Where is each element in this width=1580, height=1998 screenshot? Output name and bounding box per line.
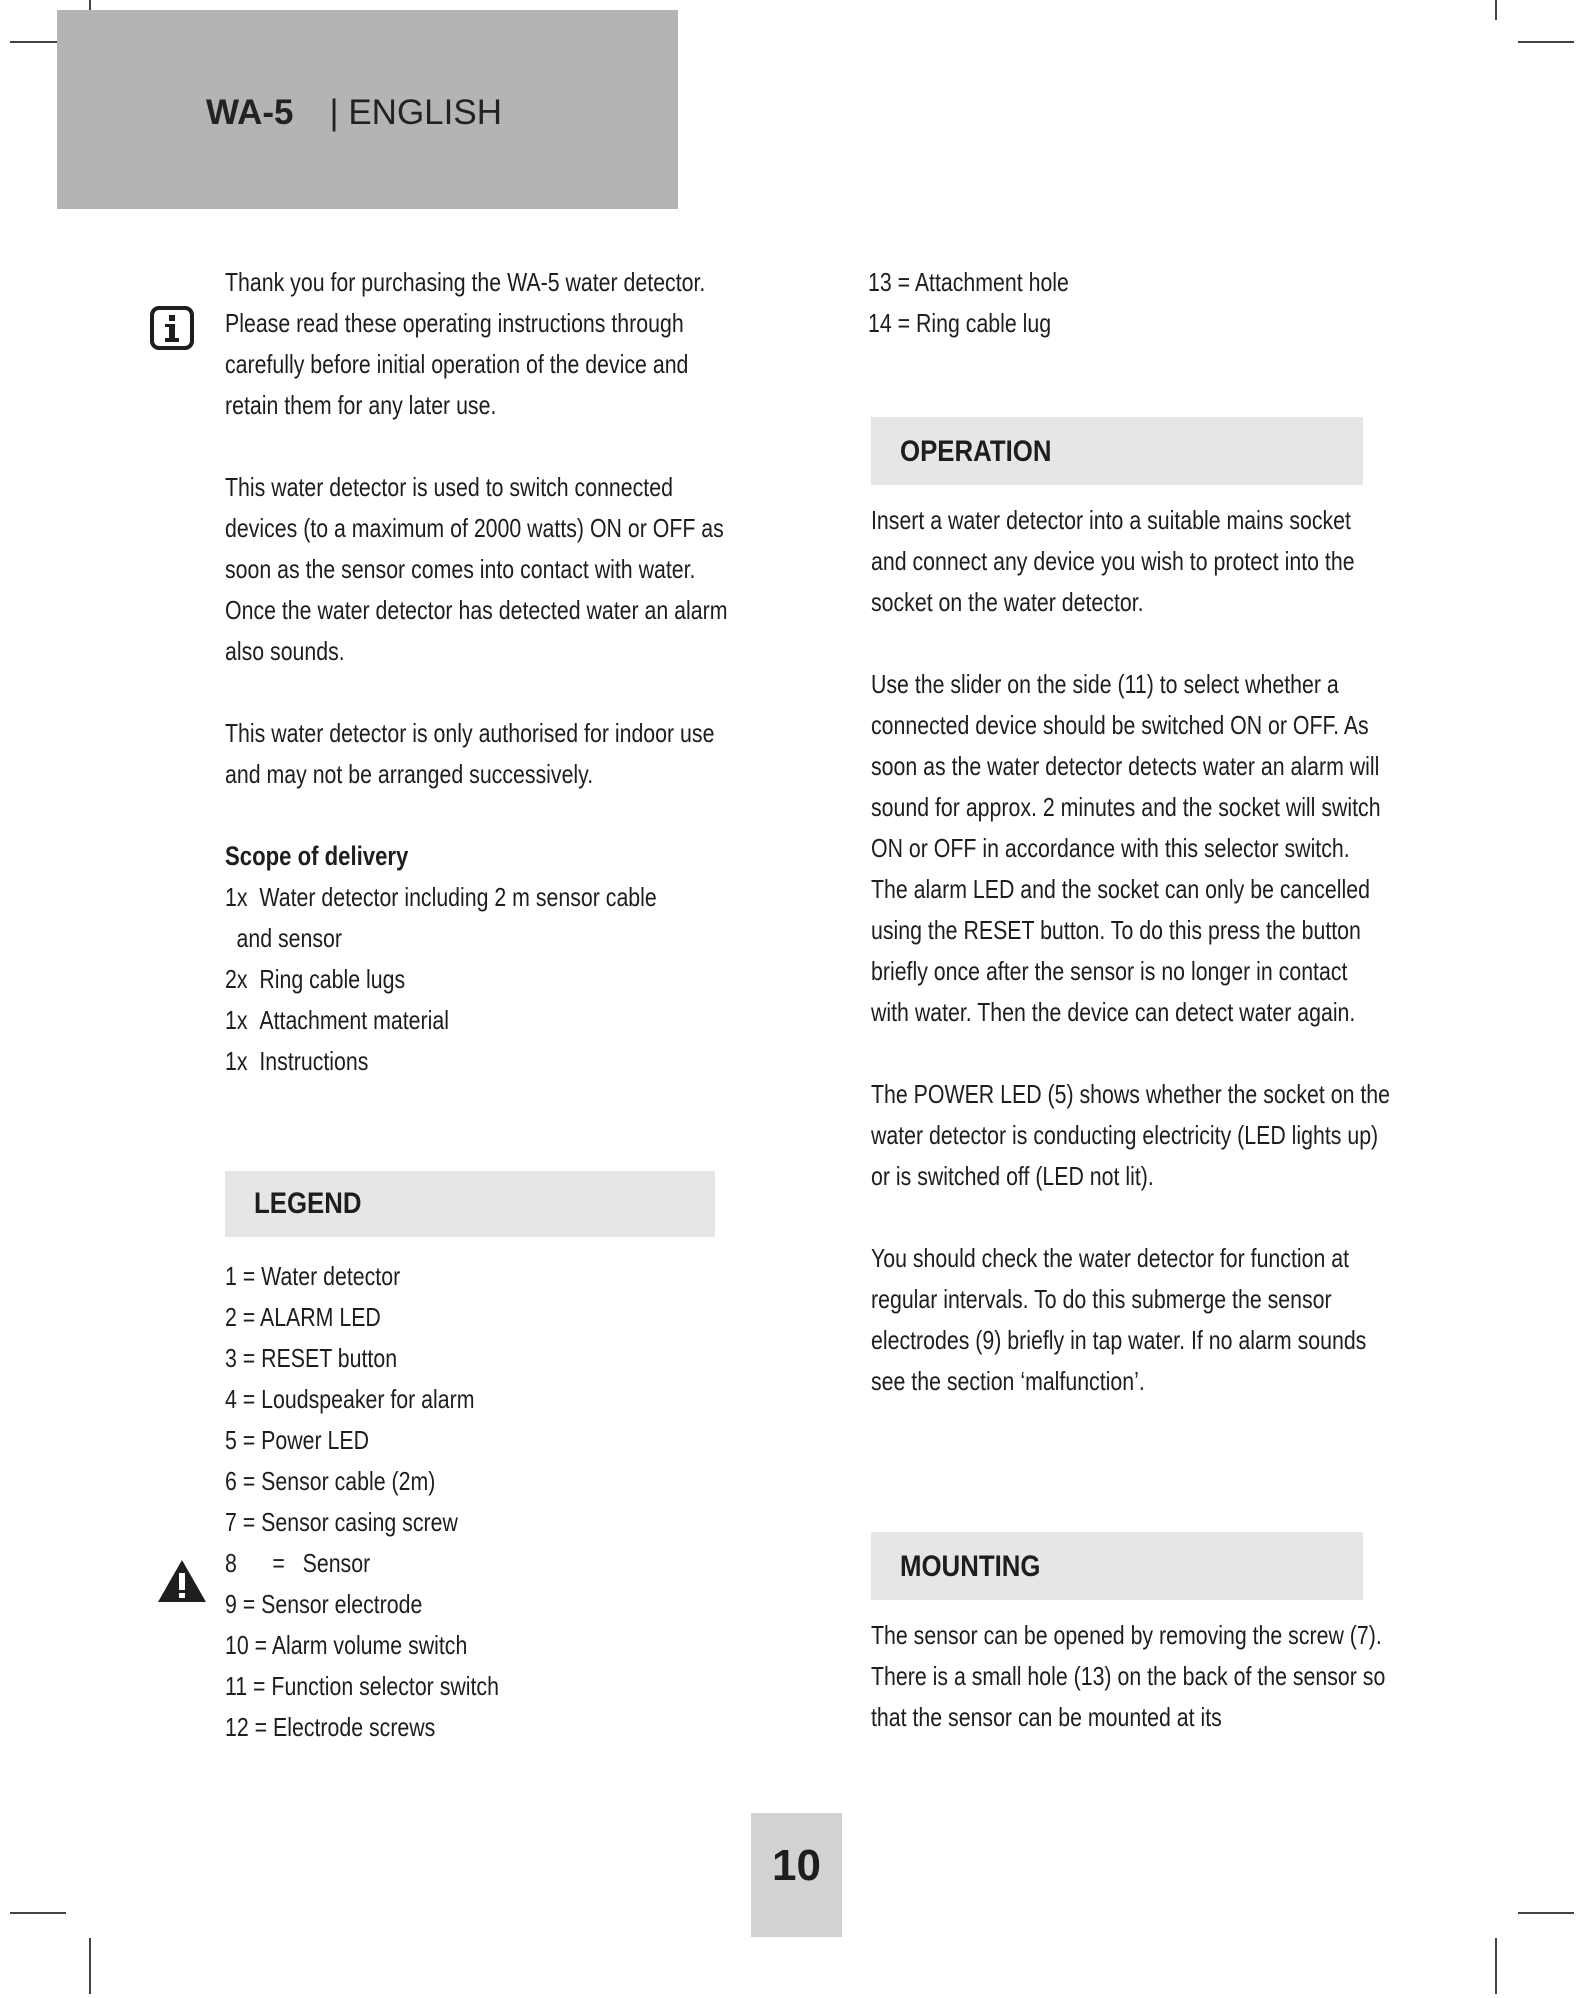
legend-list-container <box>225 1256 745 1748</box>
crop-mark-top-right-v <box>1495 0 1497 20</box>
header-separator: | <box>329 93 339 132</box>
operation-title: OPERATION <box>900 435 1052 468</box>
scope-of-delivery-list <box>225 877 745 1082</box>
legend-item: 6 = Sensor cable (2m) <box>225 1466 436 1496</box>
legend-list <box>225 1256 745 1748</box>
scope-item-qty: 2x <box>225 964 248 994</box>
scope-item <box>225 959 745 1000</box>
intro-paragraph-2: This water detector is used to switch connected devices (to a maximum of 2000 watts) ON or OFF as soon as the sensor comes into contact with water. Once the water detector has detected water an alarm also sounds. <box>225 472 728 666</box>
crop-mark-bottom-left-h <box>10 1912 66 1914</box>
header-language: ENGLISH <box>348 93 502 132</box>
operation-paragraph-3: The POWER LED (5) shows whether the socket on the water detector is conducting electricity (LED lights up) or is switched off (LED not lit). <box>871 1079 1391 1191</box>
crop-mark-top-right-h <box>1518 41 1574 43</box>
mounting-paragraph: The sensor can be opened by removing the screw (7). There is a small hole (13) on the back of the sensor so that the sensor can be mounted at its <box>871 1620 1386 1732</box>
legend-item: 11 = Function selector switch <box>225 1671 499 1701</box>
legend-item: 3 = RESET button <box>225 1343 398 1373</box>
intro-paragraph-1: Thank you for purchasing the WA-5 water detector. Please read these operating instructions through carefully before initial operation of the device and retain them for any later use. <box>225 267 706 420</box>
scope-item-text: Ring cable lugs <box>259 964 406 994</box>
scope-item <box>225 1041 745 1082</box>
model-name: WA-5 <box>206 93 294 132</box>
legend-item: 7 = Sensor casing screw <box>225 1507 458 1537</box>
legend-item: 10 = Alarm volume switch <box>225 1630 468 1660</box>
page-number: 10 <box>772 1841 821 1890</box>
operation-paragraph-4: You should check the water detector for function at regular intervals. To do this submerge the sensor electrodes (9) briefly in tap water. If no alarm sounds see the section ‘malfunction’. <box>871 1243 1367 1396</box>
operation-paragraph-2: Use the slider on the side (11) to select whether a connected device should be switched ON or OFF. As soon as the water detector detects water an alarm will sound for approx. 2 minutes and the socket will switch ON or OFF in accordance with this selector switch. The alarm LED and the socket can only be cancelled using the RESET button. To do this press the button briefly once after the sensor is no longer in contact with water. Then the device can detect water again. <box>871 669 1381 1027</box>
mounting-title: MOUNTING <box>900 1550 1041 1583</box>
legend-item: 5 = Power LED <box>225 1425 369 1455</box>
scope-item <box>225 877 745 918</box>
warning-icon <box>156 1558 208 1604</box>
scope-item-text-cont: and sensor <box>236 923 342 953</box>
mounting-text <box>871 1615 1391 1738</box>
legend-item: 8 = Sensor <box>225 1548 371 1578</box>
scope-item-qty: 1x <box>225 882 248 912</box>
scope-item-text: Attachment material <box>259 1005 449 1035</box>
left-column <box>225 262 745 1082</box>
operation-text <box>871 500 1391 1443</box>
intro-paragraph-3: This water detector is only authorised for indoor use and may not be arranged successively. <box>225 718 715 789</box>
legend-item: 14 = Ring cable lug <box>868 308 1052 338</box>
crop-mark-bottom-right-h <box>1518 1912 1574 1914</box>
legend-item: 12 = Electrode screws <box>225 1712 436 1742</box>
legend-item: 1 = Water detector <box>225 1261 401 1291</box>
legend-list-cont <box>868 262 1388 344</box>
scope-of-delivery-title: Scope of delivery <box>225 841 409 871</box>
scope-item-text: Water detector including 2 m sensor cable <box>259 882 657 912</box>
scope-item-continuation <box>225 918 745 959</box>
operation-paragraph-1: Insert a water detector into a suitable mains socket and connect any device you wish to protect into the socket on the water detector. <box>871 505 1355 617</box>
crop-mark-bottom-right-v <box>1495 1938 1497 1994</box>
legend-title: LEGEND <box>254 1187 362 1220</box>
legend-item: 2 = ALARM LED <box>225 1302 381 1332</box>
crop-mark-bottom-left-v <box>89 1938 91 1994</box>
legend-item: 4 = Loudspeaker for alarm <box>225 1384 475 1414</box>
scope-item <box>225 1000 745 1041</box>
scope-item-text: Instructions <box>259 1046 369 1076</box>
legend-continuation <box>868 262 1388 344</box>
legend-item: 13 = Attachment hole <box>868 267 1069 297</box>
scope-item-qty: 1x <box>225 1046 248 1076</box>
legend-item: 9 = Sensor electrode <box>225 1589 423 1619</box>
scope-item-qty: 1x <box>225 1005 248 1035</box>
header-title <box>206 92 502 134</box>
info-icon <box>150 306 194 350</box>
